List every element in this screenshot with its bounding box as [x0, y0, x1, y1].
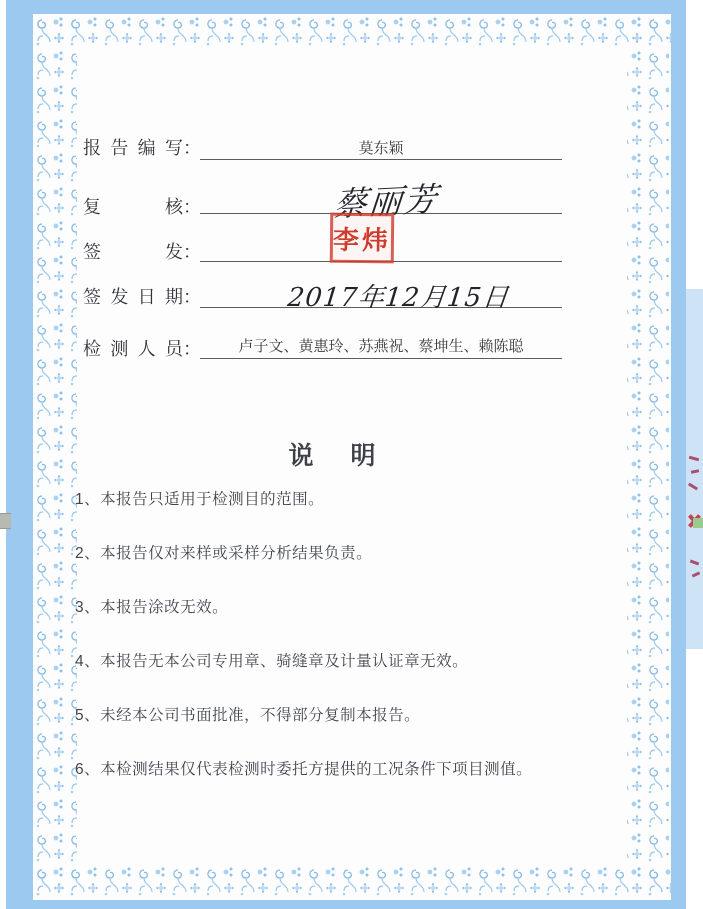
issuer-stamp: 李炜: [330, 213, 395, 264]
adjacent-page-mark: [690, 560, 699, 566]
field-label-report-writer: [83, 134, 201, 160]
explanation-item-1: 1、本报告只适用于检测目的范围。: [75, 491, 325, 508]
field-label-inspectors: [83, 335, 201, 361]
explanation-item-6: 6、本检测结果仅代表检测时委托方提供的工况条件下项目测值。: [75, 761, 533, 778]
report-writer-value: 莫东颖: [358, 141, 404, 157]
adjacent-page-mark: [688, 483, 698, 491]
inspectors-line: [200, 336, 562, 359]
field-label-text: 报告编写: [83, 138, 183, 158]
adjacent-page-green-mark: [693, 518, 703, 528]
label-colon: ：: [183, 339, 201, 359]
label-colon: ：: [183, 242, 201, 262]
field-label-text: 复核: [83, 197, 183, 217]
reviewer-signature: 蔡丽芳: [332, 179, 441, 224]
label-colon: ：: [183, 287, 201, 307]
field-label-text: 签发: [83, 242, 183, 262]
binder-tab-artifact: [0, 513, 11, 529]
explanation-title: 说 明: [288, 442, 382, 470]
explanation-item-5: 5、未经本公司书面批准，不得部分复制本报告。: [75, 707, 421, 724]
field-label-issue-date: [83, 283, 201, 309]
adjacent-page-mark: [689, 456, 699, 461]
field-label-text: 签发日期: [83, 287, 183, 307]
explanation-item-2: 2、本报告仅对来样或采样分析结果负责。: [75, 545, 373, 562]
field-label-issuer: [83, 238, 201, 264]
field-label-text: 检测人员: [83, 339, 183, 359]
adjacent-page-mark: [691, 469, 699, 474]
field-label-reviewer: [83, 193, 201, 219]
adjacent-page-edge: [686, 289, 703, 649]
label-colon: ：: [183, 197, 201, 217]
label-colon: ：: [183, 138, 201, 158]
adjacent-page-mark: [692, 571, 701, 577]
issue-date-value: 2017年12月15日: [286, 283, 511, 313]
explanation-item-4: 4、本报告无本公司专用章、骑缝章及计量认证章无效。: [75, 653, 469, 670]
report-writer-line: [200, 138, 562, 160]
explanation-item-3: 3、本报告涂改无效。: [75, 599, 229, 616]
inspectors-value: 卢子文、黄惠玲、苏燕祝、蔡坤生、赖陈聪: [238, 339, 524, 355]
explanation-list: [75, 492, 605, 816]
